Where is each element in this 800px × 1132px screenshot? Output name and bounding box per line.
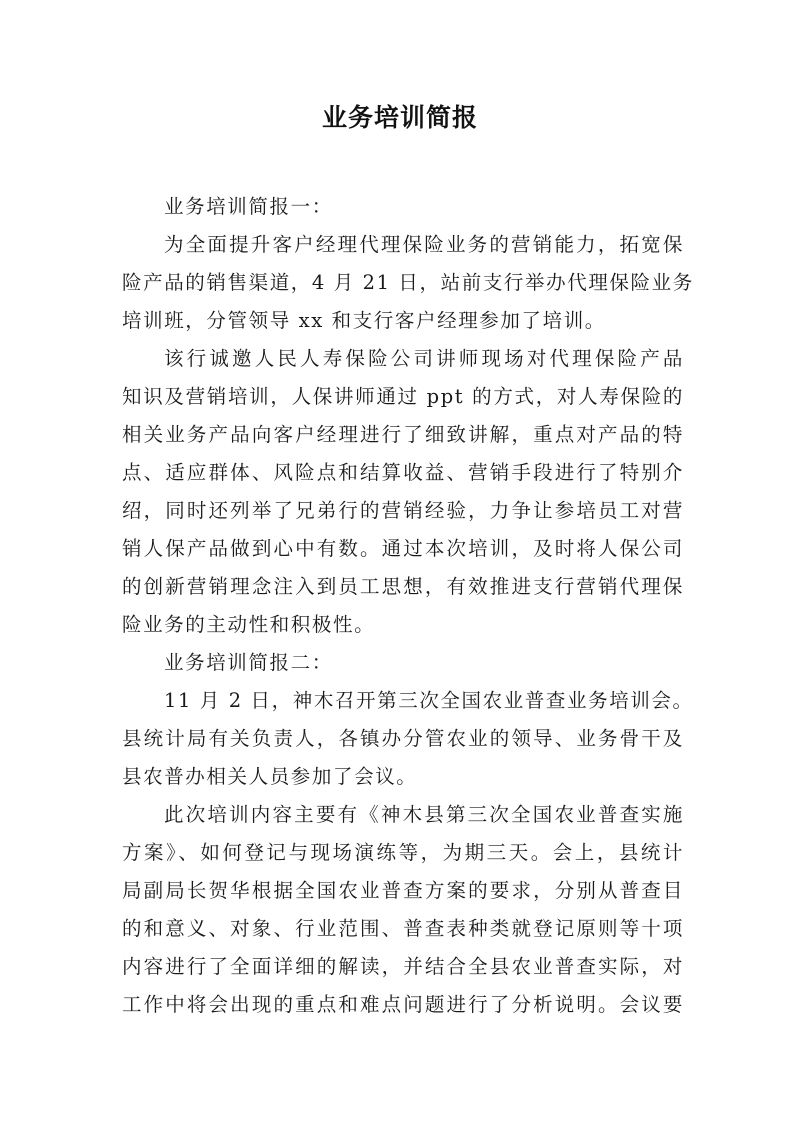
text-line: 培训班，分管领导 xx 和支行客户经理参加了培训。 (122, 309, 606, 332)
text-line: 绍，同时还列举了兄弟行的营销经验，力争让参培员工对营 (122, 499, 684, 522)
text-line: 险产品的销售渠道，4 月 21 日，站前支行举办代理保险业务 (122, 271, 694, 294)
text-line: 县统计局有关负责人，各镇办分管农业的领导、业务骨干及 (122, 727, 684, 750)
document-body (122, 188, 694, 1024)
text-line: 工作中将会出现的重点和难点问题进行了分析说明。会议要 (122, 993, 684, 1016)
text-line: 11 月 2 日，神木召开第三次全国农业普查业务培训会。 (164, 689, 694, 712)
text-line: 业务培训简报二： (164, 651, 333, 674)
text-line: 知识及营销培训，人保讲师通过 ppt 的方式，对人寿保险的 (122, 385, 684, 408)
text-line: 的和意义、对象、行业范围、普查表种类就登记原则等十项 (122, 917, 684, 940)
text-line: 险业务的主动性和积极性。 (122, 613, 376, 636)
text-line: 点、适应群体、风险点和结算收益、营销手段进行了特别介 (122, 461, 684, 484)
text-line: 方案》、如何登记与现场演练等，为期三天。会上，县统计 (122, 841, 684, 864)
text-line: 内容进行了全面详细的解读，并结合全县农业普查实际，对 (122, 955, 684, 978)
text-line: 业务培训简报一： (164, 195, 333, 218)
document-title: 业务培训简报 (321, 103, 478, 132)
text-line: 为全面提升客户经理代理保险业务的营销能力，拓宽保 (164, 233, 684, 256)
text-line: 县农普办相关人员参加了会议。 (122, 765, 418, 788)
text-line: 的创新营销理念注入到员工思想，有效推进支行营销代理保 (122, 575, 684, 598)
text-line: 此次培训内容主要有《神木县第三次全国农业普查实施 (164, 803, 684, 826)
text-line: 该行诚邀人民人寿保险公司讲师现场对代理保险产品 (164, 347, 684, 370)
text-line: 局副局长贺华根据全国农业普查方案的要求，分别从普查目 (122, 879, 684, 902)
text-line: 销人保产品做到心中有数。通过本次培训，及时将人保公司 (122, 537, 684, 560)
text-line: 相关业务产品向客户经理进行了细致讲解，重点对产品的特 (122, 423, 684, 446)
